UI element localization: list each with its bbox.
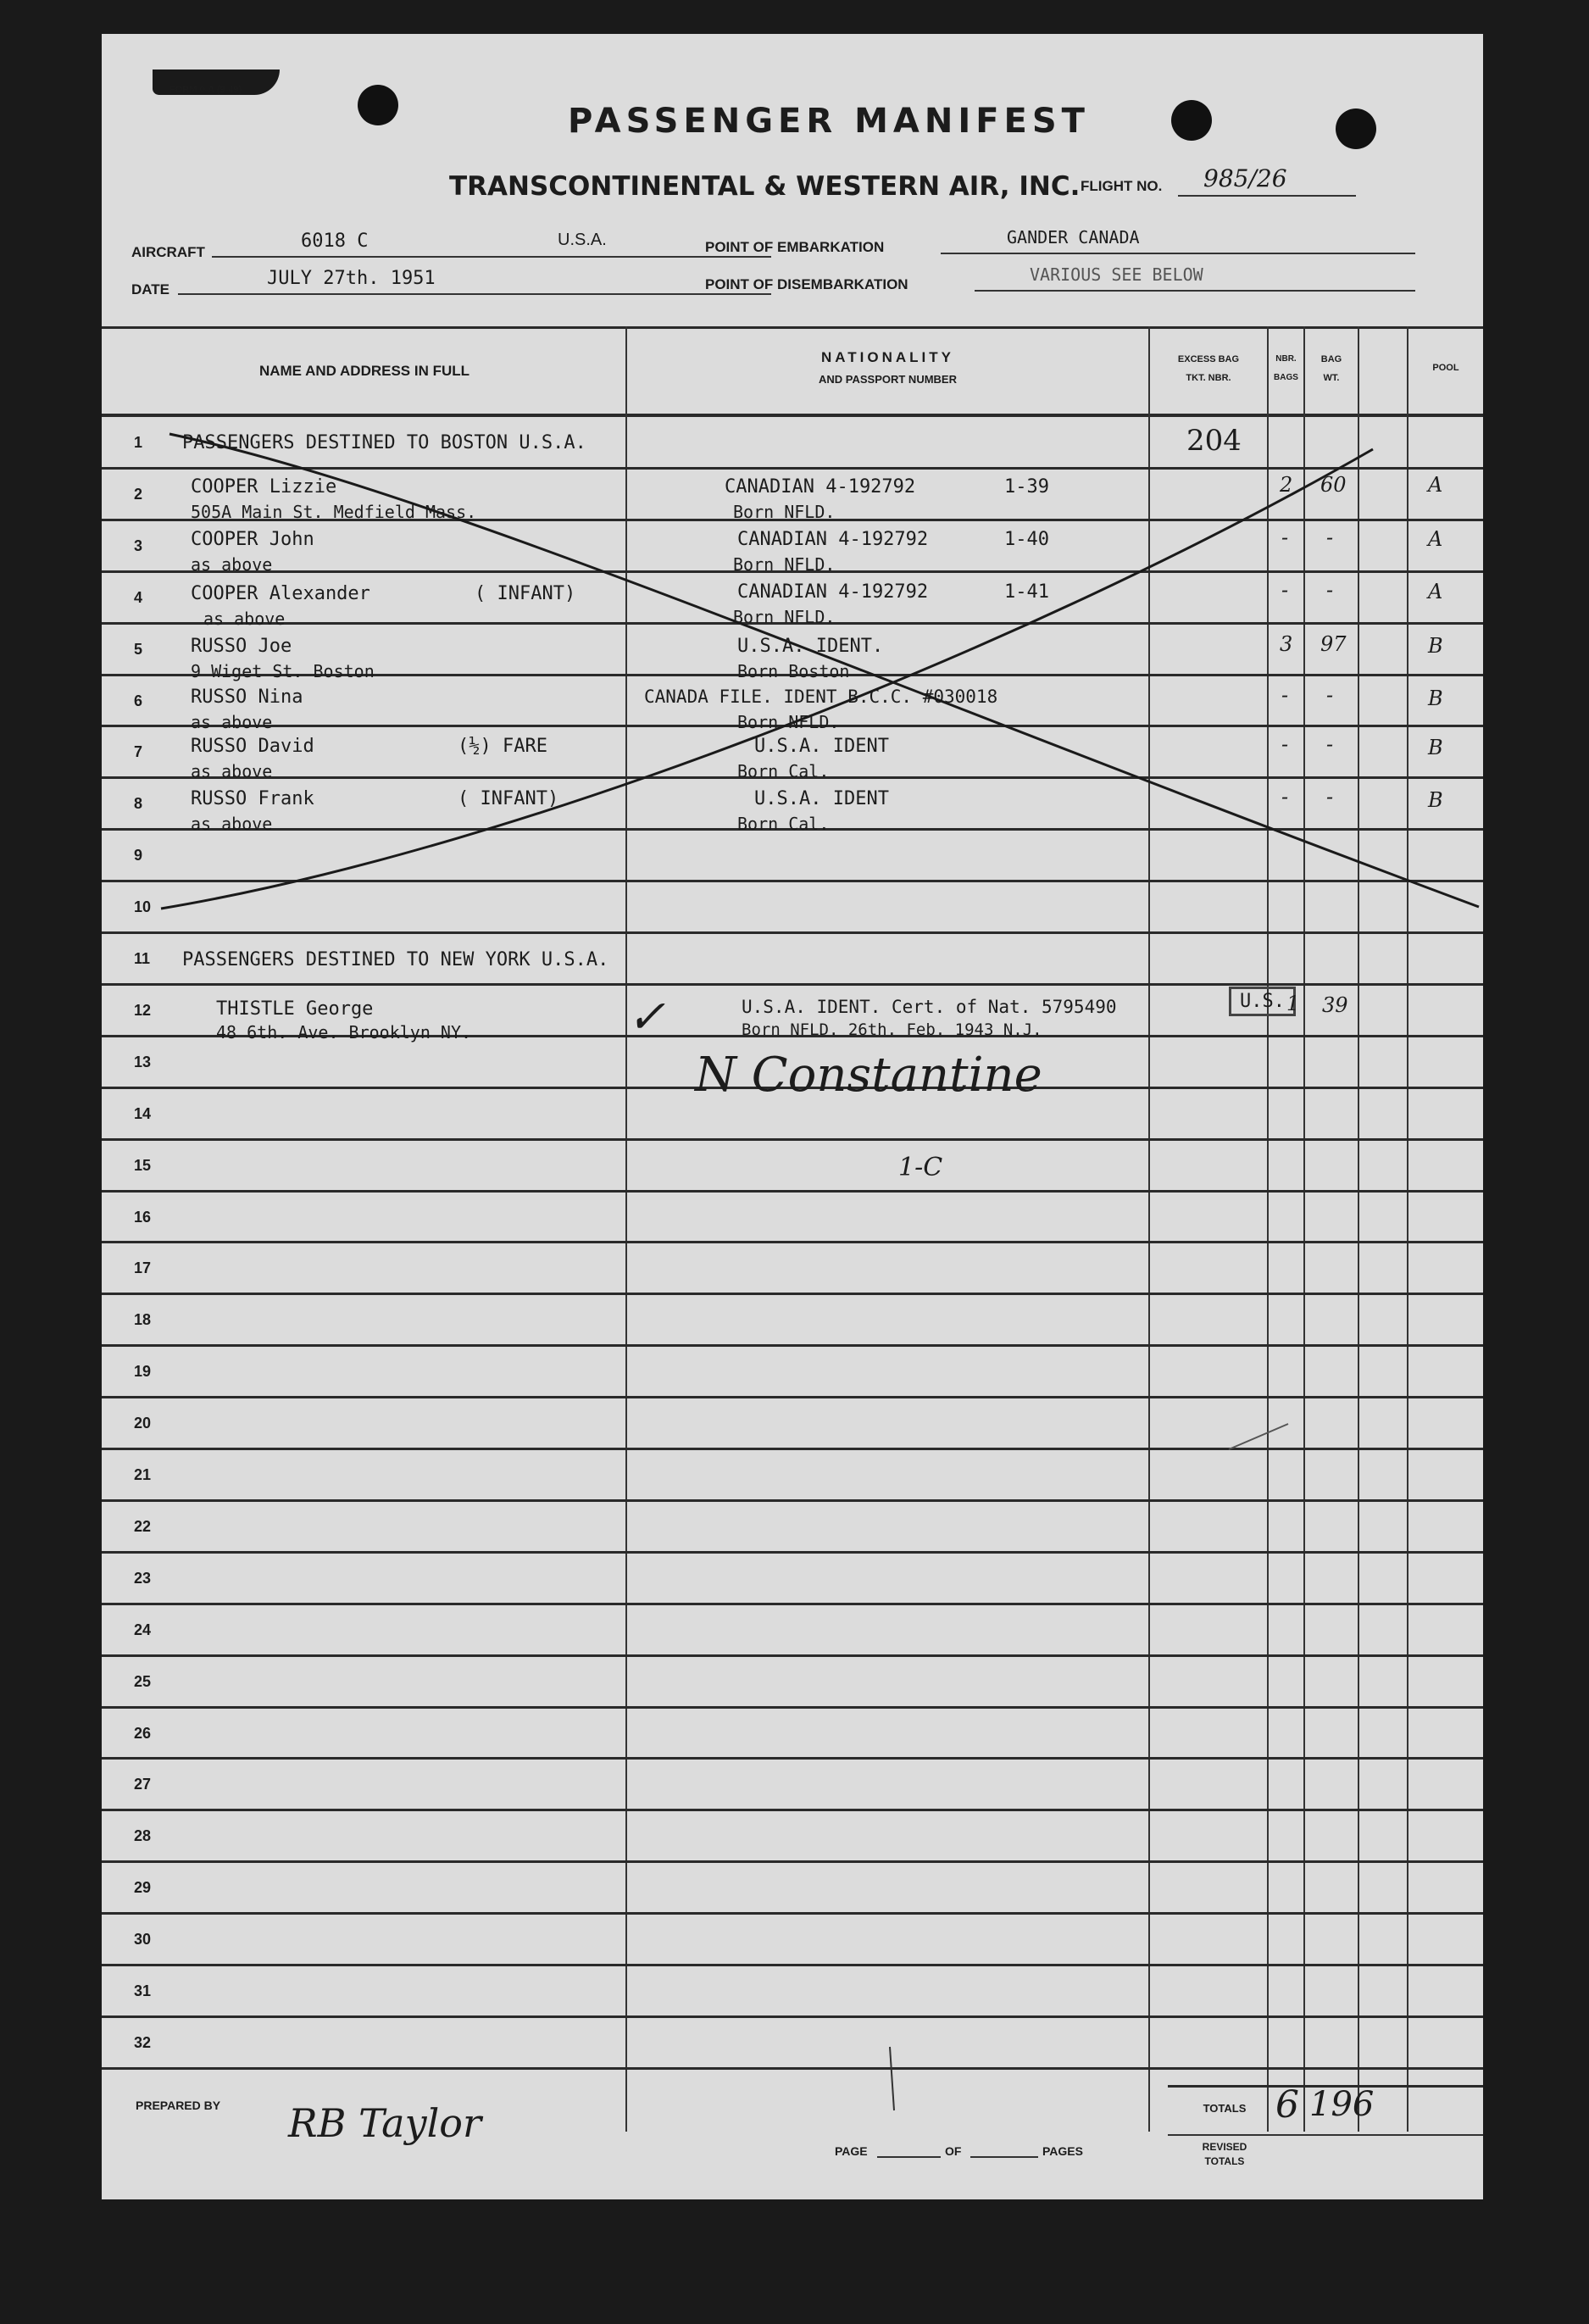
bag-count: - [1281,785,1289,809]
passenger-address: as above [191,814,273,834]
passenger-birthplace: Born NFLD. [733,502,836,522]
passenger-name: RUSSO Nina [191,687,303,708]
passenger-name: RUSSO Joe [191,636,292,657]
passenger-birthplace: Born NFLD. [733,554,836,575]
passenger-birthplace: Born NFLD. [733,607,836,627]
row-number: 3 [134,537,143,554]
bag-count: 1 [1286,992,1300,1015]
row-number: 7 [134,743,143,760]
revised-totals-label-2: TOTALS [1204,2155,1245,2167]
passenger-birthplace: Born Cal. [737,761,830,781]
bag-weight: 60 [1320,473,1347,497]
excess-ticket-number: 204 [1186,424,1242,458]
passenger-address: as above [191,554,273,575]
bag-count: - [1281,732,1289,756]
bag-count: - [1281,578,1289,602]
bag-weight: - [1326,683,1334,707]
bag-count: - [1281,525,1289,549]
totals-label: TOTALS [1203,2102,1247,2115]
row-number: 21 [134,1466,152,1483]
row-number: 6 [134,692,143,709]
company-name: TRANSCONTINENTAL & WESTERN AIR, INC. [449,171,1081,202]
pool-code: A [1428,527,1443,551]
bag-weight: - [1326,785,1334,809]
section-boston: PASSENGERS DESTINED TO BOSTON U.S.A. [182,432,586,453]
passenger-address: as above [191,761,273,781]
row-number: 12 [134,1002,152,1019]
row-number: 17 [134,1259,152,1276]
pool-code: B [1428,687,1443,710]
passenger-name: RUSSO Frank [191,788,314,809]
passenger-note: ( INFANT) [475,583,576,604]
bag-weight: - [1326,732,1334,756]
bag-weight: - [1326,525,1334,549]
passenger-name: COOPER Lizzie [191,476,337,498]
form-number: FORM 0-A (9-49) [169,85,242,95]
passenger-nationality: CANADIAN 4-192792 [737,581,929,603]
row-number: 9 [134,847,143,864]
customs-stamp: U.S. [1229,987,1296,1016]
row-number: 25 [134,1673,152,1690]
pool-code: A [1428,580,1443,603]
officer-signature: N Constantine [695,1048,1042,1103]
row-number: 18 [134,1311,152,1328]
pool-code: A [1428,473,1443,497]
passenger-name: THISTLE George [216,998,374,1020]
row-number: 29 [134,1879,152,1896]
embark-value: GANDER CANADA [1007,227,1140,247]
passenger-note: (½) FARE [458,736,547,757]
passenger-nationality: CANADIAN 4-192792 [725,476,916,498]
totals-divider [1168,2134,1483,2136]
totals-weight: 196 [1309,2085,1375,2124]
pool-code: B [1428,736,1443,759]
col-header-nbr-1: NBR. [1275,354,1297,364]
revised-totals-label-1: REVISED [1202,2141,1247,2153]
check-mark: ✓ [627,990,666,1043]
row-number: 1 [134,434,143,451]
bag-count: - [1281,683,1289,707]
disembark-label: POINT OF DISEMBARKATION [705,276,908,292]
aircraft-registry: U.S.A. [558,231,607,249]
embark-label: POINT OF EMBARKATION [705,239,885,255]
prepared-by-signature: RB Taylor [288,2100,481,2146]
row-number: 32 [134,2034,152,2051]
pages-label: PAGES [1042,2144,1083,2158]
row-number: 19 [134,1363,152,1380]
date-value: JULY 27th. 1951 [267,268,436,289]
row-number: 23 [134,1570,152,1587]
bag-weight: 97 [1320,632,1347,656]
row-number: 15 [134,1157,152,1174]
passenger-name: RUSSO David [191,736,314,757]
row-number: 27 [134,1776,152,1793]
of-label: OF [945,2144,962,2158]
col-header-pool: POOL [1432,363,1459,373]
passenger-nationality: CANADA FILE. IDENT B.C.C. #030018 [644,687,998,707]
disembark-value: VARIOUS SEE BELOW [1030,264,1203,285]
col-header-passport: AND PASSPORT NUMBER [819,373,957,386]
row-number: 14 [134,1105,152,1122]
row-number: 24 [134,1621,152,1638]
col-header-nationality: NATIONALITY [820,349,954,365]
bag-weight: - [1326,578,1334,602]
row-number: 16 [134,1209,152,1226]
row-number: 28 [134,1827,152,1844]
aircraft-value: 6018 C [301,231,369,252]
passenger-address: 505A Main St. Medfield Mass. [191,502,477,522]
bag-weight: 39 [1322,993,1348,1017]
of-line [970,2156,1038,2158]
col-header-wt-1: BAG [1320,354,1342,364]
prepared-by-label: PREPARED BY [136,2099,221,2112]
row-number: 20 [134,1415,152,1432]
passenger-nationality: U.S.A. IDENT [754,736,889,757]
passenger-nationality: U.S.A. IDENT [754,788,889,809]
passenger-address: as above [203,609,286,629]
row-number: 22 [134,1518,152,1535]
date-label: DATE [131,281,170,297]
bag-count: 2 [1280,473,1293,497]
passenger-note: ( INFANT) [458,788,559,809]
row-number: 5 [134,641,143,658]
col-header-excess-1: EXCESS BAG [1177,354,1240,364]
passenger-name: COOPER John [191,529,314,550]
row-number: 31 [134,1982,152,1999]
page-label: PAGE [835,2144,868,2158]
row-number: 2 [134,486,143,503]
passenger-nationality: CANADIAN 4-192792 [737,529,929,550]
passenger-nationality: U.S.A. IDENT. Cert. of Nat. 5795490 [742,997,1117,1017]
col-header-nbr-2: BAGS [1274,373,1298,382]
row-number: 8 [134,795,143,812]
row-number: 10 [134,898,152,915]
flight-no-value: 985/26 [1203,164,1287,192]
passenger-birthplace: Born Cal. [737,814,830,834]
row-number: 26 [134,1725,152,1742]
passenger-address: 48 6th. Ave. Brooklyn NY. [216,1022,472,1042]
row-number: 4 [134,589,143,606]
pool-code: B [1428,634,1443,658]
page-title: PASSENGER MANIFEST [568,102,1090,141]
flight-no-label: FLIGHT NO. [1081,178,1163,194]
baggage-tag: 1-40 [1004,529,1049,550]
col-header-name: NAME AND ADDRESS IN FULL [258,363,470,379]
cancellation-strokes [102,34,1483,2199]
passenger-birthplace: Born NFLD. 26th. Feb. 1943 N.J. [742,1020,1042,1039]
totals-bags: 6 [1275,2083,1299,2127]
page-line [877,2156,941,2158]
col-header-wt-2: WT. [1323,373,1340,383]
row-number: 13 [134,1054,152,1070]
aircraft-label: AIRCRAFT [131,244,205,260]
baggage-tag: 1-41 [1004,581,1049,603]
passenger-address: as above [191,712,273,732]
section-new-york: PASSENGERS DESTINED TO NEW YORK U.S.A. [182,949,609,970]
col-header-excess-2: TKT. NBR. [1186,373,1231,383]
handwritten-note: 1-C [898,1153,943,1182]
passenger-nationality: U.S.A. IDENT. [737,636,884,657]
row-number: 11 [134,950,151,967]
bag-count: 3 [1280,632,1293,656]
passenger-address: 9 Wiget St. Boston [191,661,375,681]
pool-code: B [1428,788,1443,812]
row-number: 30 [134,1931,152,1948]
passenger-birthplace: Born NFLD. [737,712,840,732]
manifest-sheet [102,34,1483,2199]
passenger-birthplace: Born Boston [737,661,850,681]
baggage-tag: 1-39 [1004,476,1049,498]
passenger-name: COOPER Alexander [191,583,370,604]
